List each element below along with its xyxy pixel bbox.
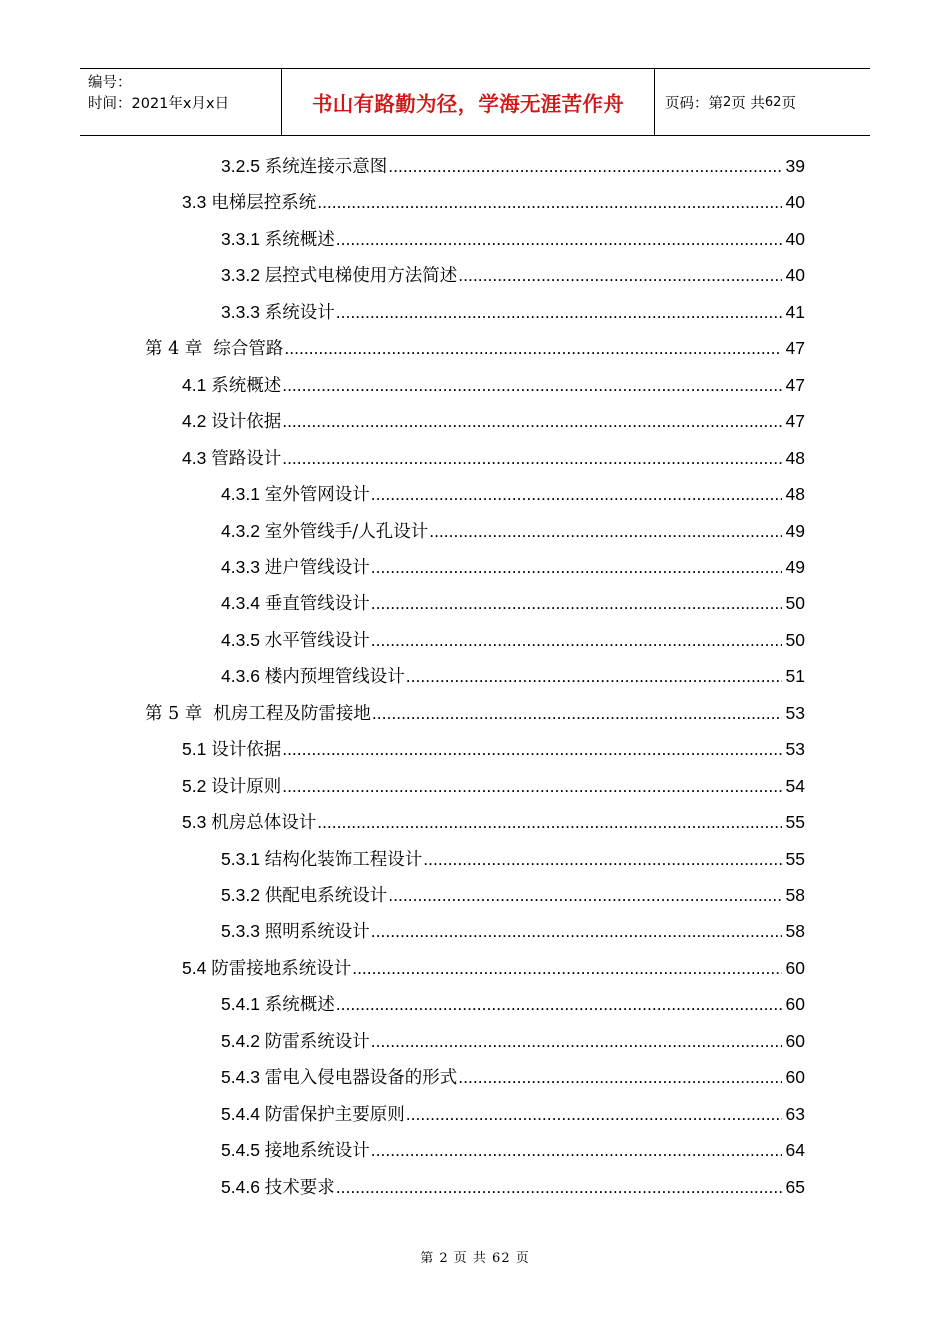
toc-entry[interactable]	[182, 445, 805, 481]
toc-entry-title: 电梯层控系统	[211, 193, 317, 214]
toc-entry[interactable]	[221, 1174, 805, 1210]
toc-leader-dots	[406, 1104, 782, 1125]
toc-entry[interactable]	[221, 226, 805, 262]
toc-entry[interactable]	[221, 153, 805, 189]
toc-entry-title: 防雷系统设计	[264, 1031, 370, 1052]
toc-entry-number: 5.4.3	[221, 1067, 265, 1088]
toc-entry-page: 60	[785, 957, 805, 978]
toc-leader-dots	[372, 703, 782, 724]
toc-entry-page: 47	[785, 374, 805, 395]
toc-entry-number: 4.3.5	[221, 629, 265, 650]
toc-entry-number: 4.3.2	[221, 520, 265, 541]
toc-leader-dots	[371, 630, 782, 651]
page-total: 62	[764, 94, 782, 110]
toc-entry[interactable]	[221, 1137, 805, 1173]
toc-leader-dots	[371, 921, 782, 942]
toc-leader-dots	[406, 666, 782, 687]
toc-entry[interactable]	[145, 335, 805, 371]
toc-entry-title: 系统连接示意图	[264, 157, 388, 177]
toc-entry[interactable]	[221, 554, 805, 590]
toc-leader-dots	[284, 338, 782, 359]
toc-entry-page: 65	[785, 1176, 805, 1197]
toc-entry[interactable]	[221, 918, 805, 954]
toc-entry[interactable]	[221, 627, 805, 663]
toc-leader-dots	[336, 1177, 782, 1198]
toc-entry-page: 48	[785, 447, 805, 468]
toc-entry-title: 设计依据	[211, 740, 282, 761]
page-footer: 第 2 页 共 62 页	[420, 1251, 530, 1266]
toc-entry-title: 供配电系统设计	[264, 886, 388, 906]
toc-entry-title: 管路设计	[211, 448, 282, 469]
toc-leader-dots	[371, 1031, 782, 1052]
toc-entry-number: 5.3.3	[221, 921, 265, 942]
toc-leader-dots	[352, 958, 782, 979]
toc-entry-title: 室外管网设计	[264, 485, 370, 506]
toc-entry-page: 50	[785, 629, 805, 650]
toc-entry-number: 5.4	[182, 957, 212, 978]
toc-leader-dots	[458, 1067, 782, 1088]
toc-entry-number: 5.4.6	[221, 1176, 265, 1197]
toc-entry[interactable]	[221, 299, 805, 335]
toc-entry-page: 39	[785, 156, 805, 176]
toc-entry[interactable]	[221, 590, 805, 626]
toc-entry-title: 系统设计	[264, 302, 335, 323]
toc-leader-dots	[371, 593, 782, 614]
toc-entry-number: 5.3	[182, 812, 212, 833]
header-page-info	[655, 69, 870, 135]
toc-entry-page: 60	[785, 1067, 805, 1088]
toc-entry[interactable]	[145, 700, 805, 736]
toc-entry-number: 4.3.1	[221, 484, 265, 505]
toc-entry-page: 49	[785, 520, 805, 541]
toc-leader-dots	[371, 557, 782, 578]
toc-entry-title: 防雷接地系统设计	[211, 958, 352, 979]
toc-entry[interactable]	[221, 1101, 805, 1137]
toc-entry-page: 40	[785, 192, 805, 213]
toc-entry-title: 雷电入侵电器设备的形式	[264, 1068, 458, 1089]
toc-entry[interactable]	[182, 773, 805, 809]
toc-leader-dots	[336, 302, 782, 323]
toc-entry-page: 60	[785, 994, 805, 1015]
toc-entry[interactable]	[182, 809, 805, 845]
toc-entry-page: 53	[785, 702, 805, 723]
toc-entry[interactable]	[221, 262, 805, 298]
toc-entry-page: 60	[785, 1030, 805, 1051]
toc-entry-number: 3.3	[182, 192, 212, 213]
toc-entry[interactable]	[221, 882, 805, 918]
toc-entry-title: 设计依据	[211, 412, 282, 433]
toc-leader-dots	[317, 192, 782, 213]
toc-entry-number: 4.3.6	[221, 666, 265, 687]
toc-entry-page: 40	[785, 265, 805, 286]
toc-entry-title: 接地系统设计	[264, 1141, 370, 1162]
toc-entry-title: 系统概述	[211, 375, 282, 396]
toc-entry-page: 51	[785, 666, 805, 687]
toc-entry-title: 水平管线设计	[264, 630, 370, 651]
toc-leader-dots	[336, 229, 782, 250]
toc-entry-title: 楼内预埋管线设计	[264, 667, 405, 688]
toc-entry-title: 系统概述	[264, 229, 335, 250]
toc-entry[interactable]	[182, 372, 805, 408]
toc-entry[interactable]	[221, 1028, 805, 1064]
toc-entry-title: 系统概述	[264, 995, 335, 1016]
toc-leader-dots	[282, 739, 782, 760]
toc-entry-title: 层控式电梯使用方法简述	[264, 266, 458, 287]
page-current: 2	[723, 94, 732, 110]
toc-leader-dots	[282, 448, 782, 469]
toc-entry[interactable]	[221, 991, 805, 1027]
toc-leader-dots	[371, 1140, 782, 1161]
toc-entry-title: 第 4 章 综合管路	[145, 339, 284, 360]
toc-entry-number: 3.3.2	[221, 265, 265, 286]
toc-entry-title: 设计原则	[211, 776, 282, 797]
toc-entry-number: 4.3.3	[221, 556, 265, 577]
toc-entry[interactable]	[182, 736, 805, 772]
toc-entry-number: 5.4.1	[221, 994, 265, 1015]
toc-entry[interactable]	[221, 846, 805, 882]
page-header	[80, 68, 870, 136]
toc-entry-page: 55	[785, 812, 805, 833]
toc-entry-title: 进户管线设计	[264, 557, 370, 578]
toc-entry-page: 49	[785, 556, 805, 577]
toc-entry-page: 40	[785, 228, 805, 249]
toc-entry-page: 48	[785, 484, 805, 505]
toc-entry-number: 5.4.2	[221, 1030, 265, 1051]
toc-entry-number: 4.1	[182, 374, 212, 395]
toc-leader-dots	[282, 375, 782, 396]
toc-leader-dots	[317, 812, 782, 833]
toc-leader-dots	[423, 849, 782, 870]
toc-entry-number: 3.2.5	[221, 156, 265, 176]
toc-entry-page: 54	[785, 775, 805, 796]
toc-entry[interactable]	[182, 189, 805, 225]
toc-entry-number: 3.3.1	[221, 228, 265, 249]
toc-entry-title: 第 5 章 机房工程及防雷接地	[145, 703, 371, 724]
toc-entry[interactable]	[182, 408, 805, 444]
toc-entry-number: 4.3.4	[221, 593, 265, 614]
toc-entry-page: 53	[785, 739, 805, 760]
page-mid: 页 共	[731, 95, 765, 112]
toc-entry-page: 64	[785, 1140, 805, 1161]
toc-leader-dots	[371, 484, 782, 505]
toc-entry-page: 50	[785, 593, 805, 614]
toc-entry-number: 5.3.1	[221, 848, 265, 869]
document-time-label: 时间：2021年x月x日	[88, 96, 230, 112]
toc-entry[interactable]	[221, 1064, 805, 1100]
toc-entry[interactable]	[182, 955, 805, 991]
toc-entry-number: 5.4.4	[221, 1103, 265, 1124]
toc-entry[interactable]	[221, 663, 805, 699]
toc-entry-page: 58	[785, 885, 805, 905]
toc-entry-number: 5.4.5	[221, 1140, 265, 1161]
toc-entry-number: 4.3	[182, 447, 212, 468]
toc-leader-dots	[388, 156, 782, 177]
toc-entry-title: 垂直管线设计	[264, 594, 370, 615]
toc-entry-title: 室外管线手/人孔设计	[264, 521, 429, 542]
header-meta-cell	[80, 69, 282, 135]
toc-entry-number: 4.2	[182, 411, 212, 432]
toc-entry-page: 47	[785, 338, 805, 359]
toc-leader-dots	[458, 265, 782, 286]
toc-entry-page: 41	[785, 301, 805, 322]
toc-entry[interactable]	[221, 518, 805, 554]
header-motto: 书山有路勤为径，学海无涯苦作舟	[282, 69, 655, 135]
toc-entry-page: 58	[785, 921, 805, 942]
toc-entry-page: 55	[785, 848, 805, 869]
toc-entry[interactable]	[221, 481, 805, 517]
toc-entry-number: 5.2	[182, 775, 212, 796]
page-prefix: 页码：第	[665, 95, 723, 112]
toc-leader-dots	[336, 994, 782, 1015]
toc-leader-dots	[429, 521, 782, 542]
toc-entry-title: 结构化装饰工程设计	[264, 849, 423, 870]
toc-entry-page: 63	[785, 1103, 805, 1124]
toc-entry-title: 技术要求	[264, 1177, 335, 1198]
toc-entry-number: 5.3.2	[221, 885, 265, 905]
page-suffix: 页	[781, 95, 796, 112]
toc-leader-dots	[282, 411, 782, 432]
toc-entry-title: 防雷保护主要原则	[264, 1104, 405, 1125]
toc-leader-dots	[282, 776, 782, 797]
toc-entry-number: 5.1	[182, 739, 212, 760]
toc-entry-title: 照明系统设计	[264, 922, 370, 943]
toc-entry-title: 机房总体设计	[211, 813, 317, 834]
toc-entry-page: 47	[785, 411, 805, 432]
toc-leader-dots	[388, 885, 782, 906]
document-number-label: 编号：	[88, 75, 132, 91]
toc-entry-number: 3.3.3	[221, 301, 265, 322]
